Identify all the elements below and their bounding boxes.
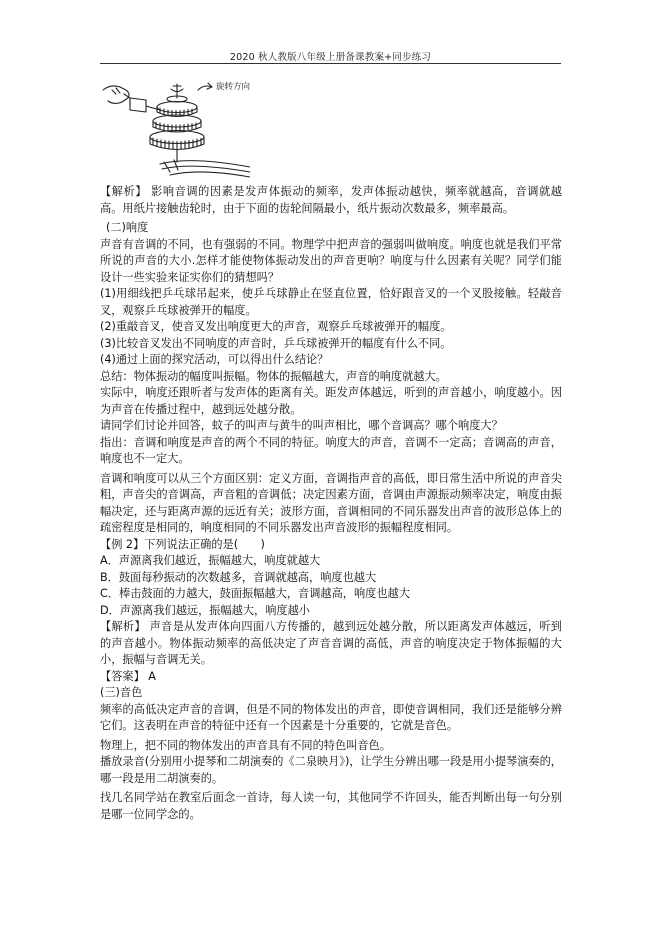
distance-note: 实际中，响度还跟听者与发声体的距离有关。距发声体越远，听到的声音越小，响度越小。因为声音在传播过程中，越到远处越分散。 bbox=[100, 386, 562, 416]
timbre-intro: 频率的高低决定声音的音调，但是不同的物体发出的声音，即使音调相同，我们还是能够分辨它们。这表明在声音的特征中还有一个因素是十分重要的，它就是音色。 bbox=[100, 702, 562, 732]
figure-label: 旋转方向 bbox=[216, 82, 250, 92]
experiment-step-1: (1)用细线把乒乓球吊起来，使乒乓球静止在竖直位置，恰好跟音叉的一个叉股接触。轻敲音叉，观察乒乓球被弹开的幅度。 bbox=[100, 287, 562, 317]
answer: 【答案】 A bbox=[100, 669, 156, 683]
three-aspects: 音调和响度可以从三个方面区别：定义方面，音调指声音的高低，即日常生活中所说的声音尖粗，声音尖的音调高，声音粗的音调低；决定因素方面，音调由声源振动频率决定，响度由振幅决定，还与距离声源的远近有关；波形方面，音调相同的不同乐器发出声音的波形总体上的疏密程度是相同的，响度相同的不同乐器发出声音波形的振幅程度相同。 bbox=[100, 471, 562, 534]
experiment-step-2: (2)重敲音叉，使音叉发出响度更大的声音，观察乒乓球被弹开的幅度。 bbox=[100, 320, 452, 333]
option-b: B．鼓面每秒振动的次数越多，音调就越高，响度也越大 bbox=[100, 570, 377, 584]
page-header: 2020 秋人教版八年级上册备课教案+同步练习 bbox=[229, 52, 432, 63]
experiment-step-3: (3)比较音叉发出不同响度的声音时，乒乓球被弹开的幅度有什么不同。 bbox=[100, 336, 452, 350]
header-rule bbox=[100, 63, 561, 64]
summary-amplitude: 总结：物体振动的幅度叫振幅。物体的振幅越大，声音的响度就越大。 bbox=[100, 369, 447, 383]
pitch-vs-loudness: 指出：音调和响度是声音的两个不同的特征。响度大的声音，音调不一定高；音调高的声音，响度也不一定大。 bbox=[100, 435, 562, 465]
recording-activity: 播放录音(分别用小提琴和二胡演奏的《二泉映月》)，让学生分辨出哪一段是用小提琴演奏的，哪一段是用二胡演奏的。 bbox=[100, 755, 562, 785]
document-body bbox=[100, 184, 562, 823]
analysis-example-2: 【解析】 声音是从发声体向四面八方传播的，越到远处越分散，所以距离发声体越远，听到的声音越小。物体振动频率的高低决定了声音音调的高低，声音的响度决定于物体振幅的大小，振幅与音调无关。 bbox=[100, 620, 562, 666]
option-a: A．声源离我们越近，振幅越大，响度就越大 bbox=[100, 554, 321, 567]
section-loudness-heading: (二)响度 bbox=[106, 221, 149, 234]
loudness-intro: 声音有音调的不同，也有强弱的不同。物理学中把声音的强弱叫做响度。响度也就是我们平常所说的声音的大小.怎样才能使物体振动发出的声音更响？响度与什么因素有关呢？同学们能设计一些实验来证实你们的猜想吗？ bbox=[100, 237, 562, 284]
section-timbre-heading: (三)音色 bbox=[100, 686, 143, 699]
gear-experiment-drawing bbox=[100, 72, 250, 180]
timbre-definition: 物理上，把不同的物体发出的声音具有不同的特色叫音色。 bbox=[100, 738, 391, 752]
option-d: D．声源离我们越远，振幅越大，响度越小 bbox=[100, 603, 310, 617]
analysis-pitch: 【解析】 影响音调的因素是发声体振动的频率，发声体振动越快，频率就越高，音调就越高。用纸片接触齿轮时，由于下面的齿轮间隔最小，纸片振动次数最多，频率最高。 bbox=[100, 185, 562, 215]
poem-activity: 找几名同学站在教室后面念一首诗，每人读一句，其他同学不许回头，能否判断出每一句分别是哪一位同学念的。 bbox=[100, 791, 562, 821]
gear-experiment-figure bbox=[100, 72, 250, 180]
option-c: C．棒击鼓面的力越大，鼓面振幅越大，音调越高，响度也越大 bbox=[100, 587, 410, 600]
experiment-step-4: (4)通过上面的探究活动，可以得出什么结论？ bbox=[100, 353, 329, 366]
example-2-question: 【例 2】下列说法正确的是( ) bbox=[100, 537, 265, 551]
discussion-question: 请同学们讨论并回答，蚊子的叫声与黄牛的叫声相比，哪个音调高？哪个响度大？ bbox=[100, 419, 503, 432]
